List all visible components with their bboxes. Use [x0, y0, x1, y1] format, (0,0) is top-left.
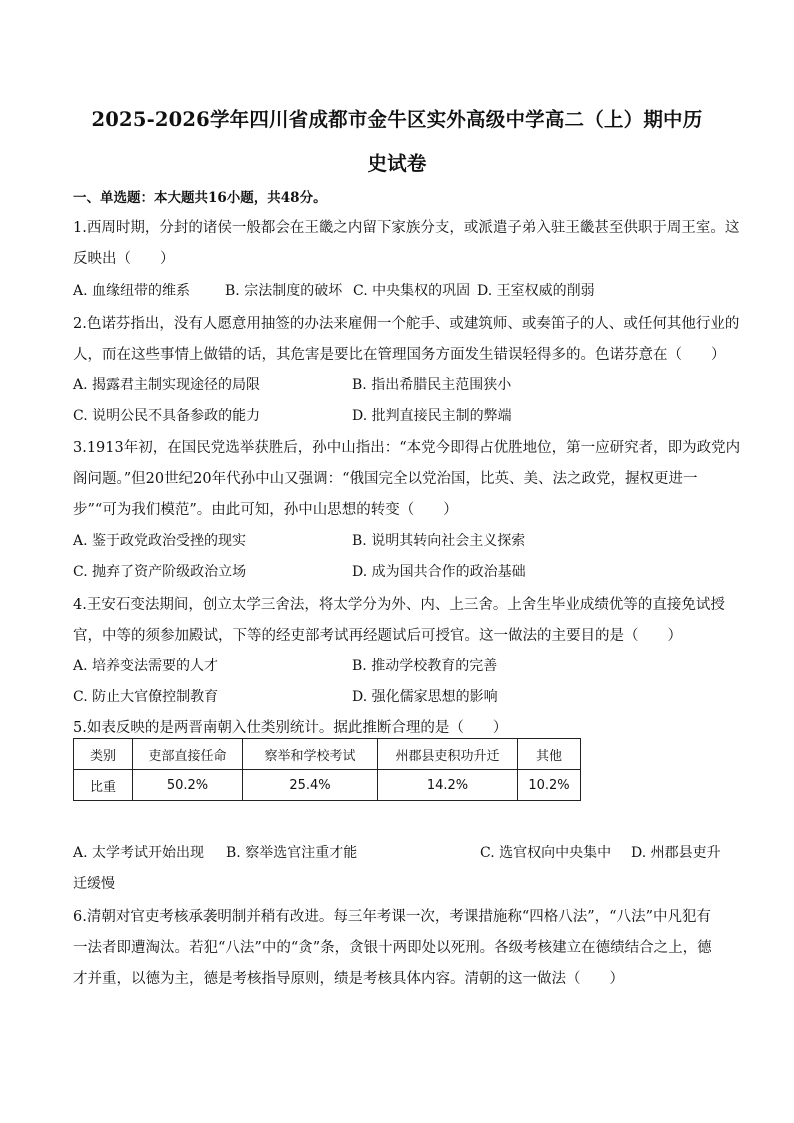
- q3-stem-line-3: 步”“可为我们模范”。由此可知，孙中山思想的转变（ ）: [73, 502, 458, 518]
- q6-stem-line-1: 6.清朝对官吏考核承袭明制并稍有改进。每三年考课一次，考课措施称“四格八法”，“八法”中凡犯有: [73, 909, 711, 925]
- table-header-row: [74, 739, 581, 770]
- q1-option-b[interactable]: B. 宗法制度的破坏: [225, 283, 343, 299]
- q2-option-d[interactable]: D. 批判直接民主制的弊端: [352, 408, 512, 424]
- q1-option-d[interactable]: D. 王室权威的削弱: [477, 283, 595, 299]
- table-cell: 比重: [74, 770, 133, 801]
- q5-option-b[interactable]: B. 察举选官注重才能: [226, 845, 358, 861]
- q3-option-b[interactable]: B. 说明其转向社会主义探索: [352, 533, 526, 549]
- q4-option-c[interactable]: C. 防止大官僚控制教育: [73, 689, 219, 705]
- table-cell: 10.2%: [518, 770, 581, 801]
- title-line-1: 2025-2026学年四川省成都市金牛区实外高级中学高二（上）期中历: [91, 108, 703, 131]
- q5-option-d[interactable]: D. 州郡县吏升: [631, 845, 721, 861]
- q1-stem-line-2: 反映出（ ）: [73, 251, 175, 267]
- q4-option-a[interactable]: A. 培养变法需要的人才: [73, 658, 219, 674]
- q1-option-a[interactable]: A. 血缘纽带的维系: [73, 283, 191, 299]
- table-header-cell: 州郡县吏积功升迁: [378, 739, 518, 770]
- q4-stem-line-2: 官，中等的须参加殿试，下等的经吏部考试再经题试后可授官。这一做法的主要目的是（ ）: [73, 628, 682, 644]
- table-cell: 50.2%: [133, 770, 243, 801]
- q1-stem-line-1: 1.西周时期，分封的诸侯一般都会在王畿之内留下家族分支，或派遣子弟入驻王畿甚至供职于周王室。这: [73, 220, 740, 236]
- q3-option-d[interactable]: D. 成为国共合作的政治基础: [352, 564, 526, 580]
- q5-option-d-wrap: 迁缓慢: [73, 876, 115, 892]
- q2-option-a[interactable]: A. 揭露君主制实现途径的局限: [73, 377, 261, 393]
- q2-option-c[interactable]: C. 说明公民不具备参政的能力: [73, 408, 261, 424]
- table-header-cell: 吏部直接任命: [133, 739, 243, 770]
- q2-option-b[interactable]: B. 指出希腊民主范围狭小: [352, 377, 512, 393]
- q1-option-c[interactable]: C. 中央集权的巩固: [353, 283, 471, 299]
- q4-option-d[interactable]: D. 强化儒家思想的影响: [352, 689, 498, 705]
- q3-stem-line-1: 3.1913年初，在国民党选举获胜后，孙中山指出：“本党今即得占优胜地位，第一应研究者，即为政党内: [73, 440, 741, 456]
- q2-stem-line-2: 人，而在这些事情上做错的话，其危害是要比在管理国务方面发生错误轻得多的。色诺芬意在（ ）: [73, 347, 726, 363]
- table-cell: 25.4%: [243, 770, 378, 801]
- q4-stem-line-1: 4.王安石变法期间，创立太学三舍法，将太学分为外、内、上三舍。上舍生毕业成绩优等的直接免试授: [73, 597, 725, 613]
- q5-stats-table: [73, 738, 581, 801]
- q3-option-c[interactable]: C. 抛弃了资产阶级政治立场: [73, 564, 247, 580]
- table-header-cell: 察举和学校考试: [243, 739, 378, 770]
- q2-stem-line-1: 2.色诺芬指出，没有人愿意用抽签的办法来雇佣一个舵手、或建筑师、或奏笛子的人、或任何其他行业的: [73, 316, 740, 332]
- exam-title: [60, 98, 734, 186]
- table-header-cell: 其他: [518, 739, 581, 770]
- table-cell: 14.2%: [378, 770, 518, 801]
- title-line-2: 史试卷: [367, 152, 427, 175]
- q6-stem-line-3: 才并重，以德为主，德是考核指导原则，绩是考核具体内容。清朝的这一做法（ ）: [73, 971, 624, 987]
- q3-option-a[interactable]: A. 鉴于政党政治受挫的现实: [73, 533, 247, 549]
- q4-option-b[interactable]: B. 推动学校教育的完善: [352, 658, 498, 674]
- q5-option-a[interactable]: A. 太学考试开始出现: [73, 845, 205, 861]
- table-row: [74, 770, 581, 801]
- q5-stem-line-1: 5.如表反映的是两晋南朝入仕类别统计。据此推断合理的是（ ）: [73, 720, 508, 736]
- q5-option-c[interactable]: C. 选官权向中央集中: [480, 845, 612, 861]
- q6-stem-line-2: 一法者即遭淘汰。若犯“八法”中的“贪”条，贪银十两即处以死刑。各级考核建立在德绩结合之上，德: [73, 940, 712, 956]
- table-header-cell: 类别: [74, 739, 133, 770]
- section-heading: 一、单选题：本大题共16小题，共48分。: [73, 190, 327, 206]
- q3-stem-line-2: 阁问题。”但20世纪20年代孙中山又强调：“俄国完全以党治国，比英、美、法之政党，握权更进一: [73, 471, 698, 487]
